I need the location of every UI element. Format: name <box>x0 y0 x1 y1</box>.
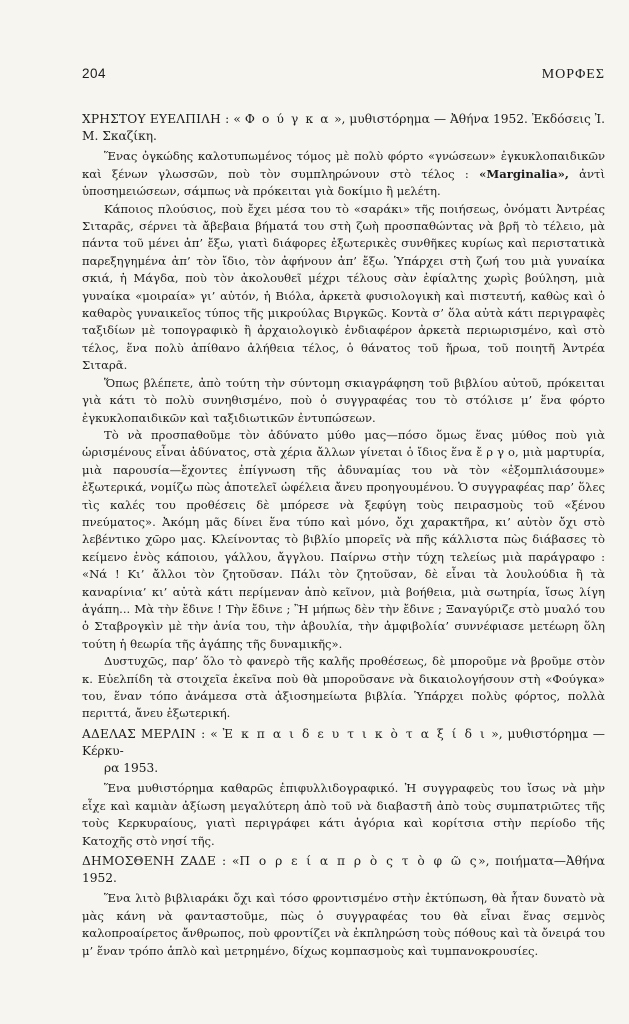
review-paragraph: Τὸ νὰ προσπαθοῦμε τὸν ἀδύνατο μύθο μας—πόσο ὅμως ἕνας μύθος ποὺ γιὰ ὡρισμένους εἶναι ἀδύνατος, στὰ χέρια ἄλλων γίνεται ὁ ἴδιος ἕνα ἔ ρ γ ο, μιὰ μαρτυρία, μιὰ παρουσία—ἔχοντες ἐπίγνωση τῆς ἀδυναμίας του νὰ τὸν «ἐξομπλιάσουμε» ἐξωτερικά, νομίζω πὼς ἀποτελεῖ ὠφέλεια ἄνευ προηγουμένου. Ὁ συγγραφέας παρ’ ὅλες τὶς καλές του προθέσεις δὲ μπόρεσε νὰ ξεφύγη τοὺς πειρασμοὺς τοῦ «ξένου πνεύματος». Ἀκόμη μᾶς δίνει ἕνα τύπο καὶ μόνο, ὄχι χαρακτῆρα, κι’ αὐτὸν ὄχι στὸ λεβέντικο χῶρο μας. Κλείνοντας τὸ βιβλίο μπορεῖς νὰ πῆς κάλλιστα πὼς διάβασες τὸ κείμενο ἑνὸς κάποιου, γάλλου, ἄγγλου. Παίρνω στὴν τύχη τελείως μιὰ παράγραφο : «Νά ! Κι’ ἄλλοι τὸν ζητοῦσαν. Πάλι τὸν ζητοῦσαν, δὲ εἶναι τὰ λουλούδια ἢ τὰ καναρίνια’ κι’ αὐτὰ κάτι περίμεναν ἀπὸ κεῖνον, μιὰ βοήθεια, μιὰ σωτηρία, ἴσως λίγη ἀγάπη... Μὰ τὴν ἔδινε ! Τὴν ἔδινε ; Ἢ μήπως δὲν τὴν ἔδινε ; Ξαναγύριζε στὸ μυαλό του ὁ Σταβρογκὶν μὲ τὴν ἀνία του, τὴν ἀβουλία, τὴν ἀμφιβολία’ συννέφιασε μετέωρη ὅλη τούτη ἡ θεωρία τῆς ἀγάπης τῆς δυναμικῆς». <box>82 427 605 651</box>
author-name: ΔΗΜΟΣΘΕΝΗ ΖΑΔΕ : <box>82 854 227 869</box>
title-close-quote: », <box>486 726 503 741</box>
paragraph-text: ἀντὶ ὑποσημειώσεων, σάμπως νὰ πρόκειται γιὰ δοκίμιο ἢ μελέτη. <box>82 166 606 199</box>
book-title: Π ο ρ ε ί α π ρ ὸ ς τ ὸ φ ῶ ς <box>239 854 479 869</box>
review-entry <box>82 111 605 723</box>
title-open-quote: « <box>233 112 245 126</box>
review-entry <box>82 853 605 960</box>
marginalia-term: «Marginalia», <box>479 166 569 181</box>
review-paragraph: Ὅπως βλέπετε, ἀπὸ τούτη τὴν σύντομη σκιαγράφηση τοῦ βιβλίου αὐτοῦ, πρόκειται γιὰ κάτι τὸ πολὺ συνηθισμένο, ποὺ ὁ συγγραφέας του τὸ στόλισε μ’ ἕνα φόρτο ἐγκυκλοπαιδικῶν καὶ ταξιδιωτικῶν ἐντυπώσεων. <box>82 375 605 425</box>
book-details: ποιήματα—Ἀθήνα 1952. <box>82 854 605 886</box>
entry-heading <box>82 853 605 887</box>
title-close-quote: », <box>478 854 490 869</box>
paragraph-text: Ἕνας ὀγκώδης καλοτυπωμένος τόμος μὲ πολὺ φόρτο «γνώσεων» ἐγκυκλοπαιδικῶν καὶ ξένων γλωσσῶν, ποὺ τὸν συμπληρώνουν στὸ τέλος : <box>82 149 605 181</box>
book-details: μυθιστόρημα — Κέρκυ- <box>82 726 605 759</box>
review-entry <box>82 726 605 850</box>
page-header <box>82 66 605 83</box>
title-close-quote: », <box>330 112 346 126</box>
journal-title: ΜΟΡΦΕΣ <box>541 67 605 82</box>
review-paragraph: Ἕνα μυθιστόρημα καθαρῶς ἐπιφυλλιδογραφικό. Ἡ συγγραφεὺς του ἴσως νὰ μὴν εἶχε καὶ καμιὰν ἀξίωση μεγαλύτερη ἀπὸ τοῦ νὰ διαβαστῆ ἀπὸ τοὺς συμπατριῶτες τῆς τοὺς Κερκυραίους, γιατὶ περιγράφει κάτι ἀγόρια καὶ κορίτσια στὴν περίοδο τῆς Κατοχῆς στὸ νησί τῆς. <box>82 781 605 848</box>
entry-heading <box>82 111 605 145</box>
title-open-quote: « <box>231 854 240 869</box>
entry-heading <box>82 726 605 760</box>
review-paragraph <box>82 148 605 200</box>
book-title: Φ ο ύ γ κ α <box>244 112 331 126</box>
title-open-quote: « <box>210 726 223 741</box>
book-details: μυθιστόρημα — Ἀθήνα 1952. Ἐκδόσεις Ἰ. Μ. Σκαζίκη. <box>82 112 605 144</box>
review-paragraph: Δυστυχῶς, παρ’ ὅλο τὸ φανερὸ τῆς καλῆς προθέσεως, δὲ μποροῦμε νὰ βροῦμε στὸν κ. Εὐελπίδη τὰ στοιχεῖα ἐκεῖνα ποὺ θὰ μποροῦσανε νὰ δικαιολογήσουν στὴ «Φούγκα» του, ἕναν τόπο ἀνάμεσα στὰ ἀξιοσημείωτα βιβλία. Ὑπάρχει πολὺς φόρτος, πολλὰ περιττά, ἄνευ ἐξωτερική. <box>82 654 605 721</box>
author-name: ΑΔΕΛΑΣ ΜΕΡΛΙΝ : <box>82 726 206 741</box>
review-paragraph: Ἕνα λιτὸ βιβλιαράκι ὄχι καὶ τόσο φροντισμένο στὴν ἐκτύπωση, θὰ ἦταν δυνατὸ νὰ μὰς κάνη νὰ φανταστοῦμε, πὼς ὁ συγγραφέας του θὰ εἶναι ἕνας σεμνὸς καλοπροαίρετος ἄνθρωπος, ποὺ φροντίζει νὰ ἐκπληρώση τοὺς πόθους καὶ τὰ ὄνειρά του μ’ ἕναν τρόπο ἁπλὸ καὶ μετρημένο, δίχως κομπασμοὺς καὶ τυμπανοκρουσίες. <box>82 891 605 958</box>
entry-heading-continued: ρα 1953. <box>104 761 159 776</box>
book-title: Ἐ κ π α ι δ ε υ τ ι κ ὸ τ α ξ ί δ ι <box>222 726 487 741</box>
page-number: 204 <box>82 66 107 81</box>
author-name: ΧΡΗΣΤΟΥ ΕΥΕΛΠΙΛΗ : <box>82 112 230 126</box>
review-paragraph: Κάποιος πλούσιος, ποὺ ἔχει μέσα του τὸ «σαράκι» τῆς ποιήσεως, ὀνόματι Ἀντρέας Σιταρᾶς, σέρνει τὰ ἄβεβαια βήματά του στὴ ζωὴ προσπαθώντας νὰ βρῆ τὸ τέλειο, μὰ πάντα τοῦ μένει ἀπ’ ἔξω, γιατὶ διάφορες ἐξωτερικὲς συνθῆκες κυρίως καὶ περιστατικὰ παρεξηγημένα ἀπ’ τὸν ἴδιο, τὸν ἀφήνουν ἀπ’ ἔξω. Ὑπάρχει στὴ ζωή του μιὰ γυναίκα σκιά, ἡ Μάγδα, ποὺ τὸν ἀκολουθεῖ μέχρι τέλους σὰν ἐφίαλτης χωρὶς βούληση, μιὰ γυναίκα «μοιραία» γι’ αὐτόν, ἡ Βιόλα, ἀρκετὰ φυσιολογικὴ καὶ πιστευτή, καθὼς καὶ ὁ καθαρὸς γυναικεῖος τύπος τῆς μικρούλας Βιργκῶς. Κοντὰ σ’ ὅλα αὐτὰ κάτι περιγραφὲς ταξιδίων μὲ τοπογραφικὸ ἢ ἀρχαιολογικὸ ἐνδιαφέρον ἀρκετὰ περιωρισμένο, καὶ στὸ τέλος, ἕνα πολὺ ἀπίθανο ἀλήθεια τέλος, ὁ θάνατος τοῦ ἥρωα, τοῦ ποιητῆ Ἀντρέα Σιταρᾶ. <box>82 201 605 373</box>
